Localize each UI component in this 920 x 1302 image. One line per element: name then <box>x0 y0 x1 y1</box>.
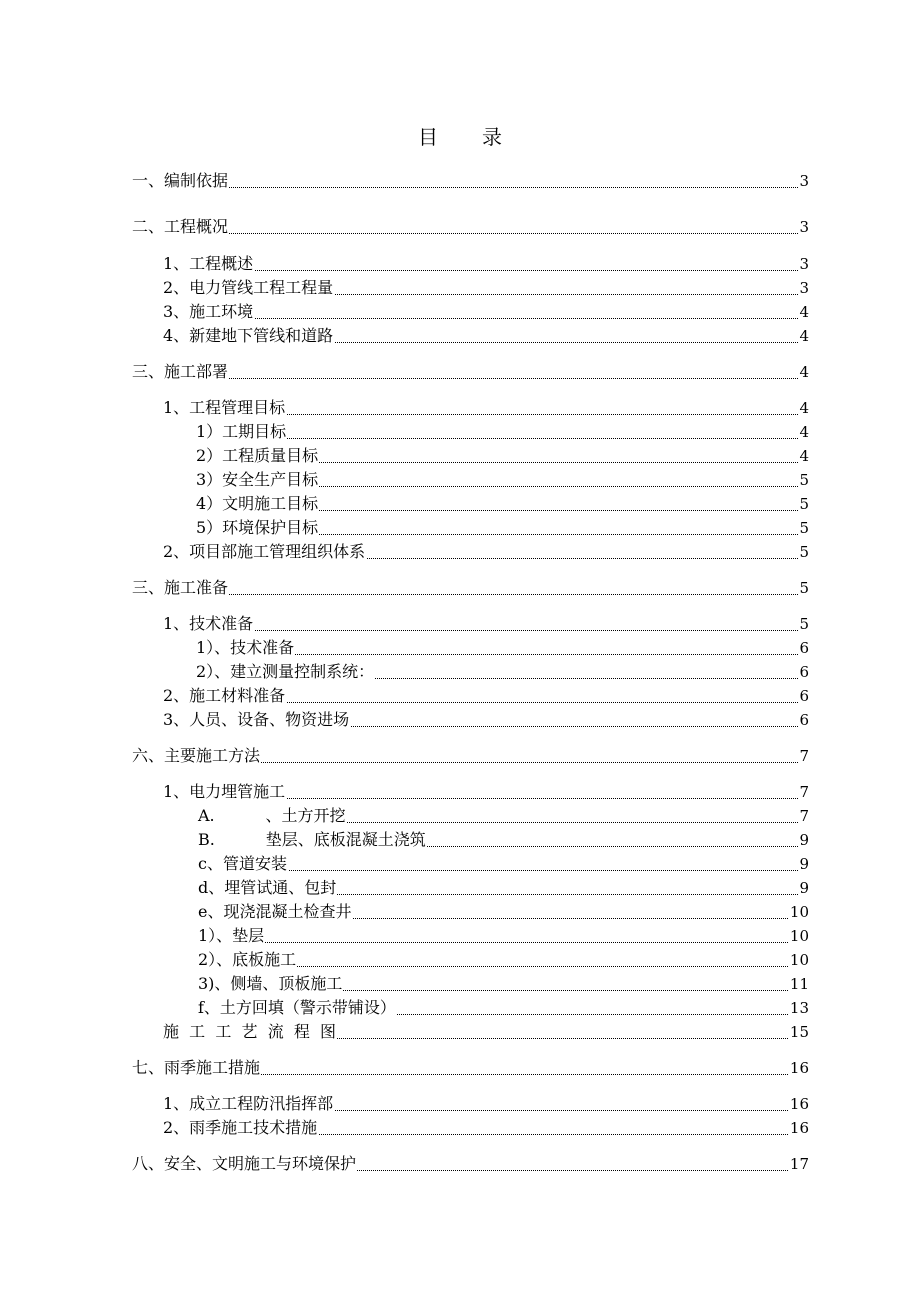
toc-entry[interactable] <box>0 805 920 827</box>
toc-entry-page: 11 <box>789 975 809 993</box>
toc-entry[interactable] <box>0 517 920 539</box>
toc-entry[interactable] <box>0 277 920 299</box>
toc-entry-page: 7 <box>799 783 809 801</box>
toc-entry-page: 4 <box>799 303 809 321</box>
toc-entry-label: 3、施工环境 <box>163 302 254 321</box>
toc-entry-label: 1、技术准备 <box>163 614 254 633</box>
toc-entry-page: 5 <box>799 471 809 489</box>
toc-entry[interactable] <box>0 745 920 767</box>
toc-entry-label: 1、电力埋管施工 <box>163 782 286 801</box>
toc-entry-label: 二、工程概况 <box>132 217 229 236</box>
toc-leader-dots <box>163 614 808 631</box>
toc-leader-dots <box>196 422 808 439</box>
toc-entry-label: 3、人员、设备、物资进场 <box>163 710 350 729</box>
toc-entry-page: 3 <box>799 279 809 297</box>
toc-entry-page: 5 <box>799 495 809 513</box>
toc-entry-page: 6 <box>799 663 809 681</box>
toc-title-right: 录 <box>482 125 502 149</box>
toc-entry-label: B. 垫层、底板混凝土浇筑 <box>198 830 426 849</box>
toc-entry-page: 15 <box>789 1023 809 1041</box>
toc-entry-label: 2）工程质量目标 <box>196 446 319 465</box>
toc-entry-page: 9 <box>799 831 809 849</box>
toc-title-left: 目 <box>418 125 438 149</box>
toc-entry[interactable] <box>0 949 920 971</box>
toc-leader-dots <box>198 926 808 943</box>
toc-entry-page: 6 <box>799 687 809 705</box>
toc-entry-label: 施 工 工 艺 流 程 图 <box>163 1022 337 1041</box>
toc-leader-dots <box>198 854 808 871</box>
toc-entry-label: 4、新建地下管线和道路 <box>163 326 334 345</box>
toc-leader-dots <box>132 578 808 595</box>
toc-entry-page: 4 <box>799 447 809 465</box>
toc-entry-page: 7 <box>799 807 809 825</box>
toc-title <box>0 121 920 150</box>
toc-entry-page: 5 <box>799 519 809 537</box>
toc-entry-page: 17 <box>789 1155 809 1173</box>
toc-entry-page: 3 <box>799 218 809 236</box>
toc-entry[interactable] <box>0 1057 920 1079</box>
toc-entry[interactable] <box>0 445 920 467</box>
toc-entry[interactable] <box>0 853 920 875</box>
toc-entry-label: 七、雨季施工措施 <box>132 1058 261 1077</box>
toc-entry[interactable] <box>0 493 920 515</box>
toc-leader-dots <box>163 302 808 319</box>
toc-entry-page: 4 <box>799 423 809 441</box>
toc-entry[interactable] <box>0 973 920 995</box>
toc-entry-label: 六、主要施工方法 <box>132 746 261 765</box>
toc-entry-label: e、现浇混凝土检查井 <box>198 902 352 921</box>
toc-entry-label: 4）文明施工目标 <box>196 494 319 513</box>
toc-entry[interactable] <box>0 661 920 683</box>
toc-entry-label: 3）安全生产目标 <box>196 470 319 489</box>
toc-entry-label: 1）、垫层 <box>198 926 265 945</box>
toc-entry[interactable] <box>0 1153 920 1175</box>
toc-entry[interactable] <box>0 829 920 851</box>
toc-entry-page: 9 <box>799 855 809 873</box>
toc-entry-label: 1）工期目标 <box>196 422 287 441</box>
toc-entry-page: 10 <box>789 927 809 945</box>
toc-entry-page: 4 <box>799 327 809 345</box>
toc-entry[interactable] <box>0 901 920 923</box>
toc-entry-label: 1、工程管理目标 <box>163 398 286 417</box>
toc-entry[interactable] <box>0 421 920 443</box>
toc-entry-page: 7 <box>799 747 809 765</box>
toc-entry-label: 三、施工部署 <box>132 362 229 381</box>
toc-entry-page: 16 <box>789 1095 809 1113</box>
toc-entry-page: 5 <box>799 579 809 597</box>
toc-entry-label: 一、编制依据 <box>132 171 229 190</box>
toc-entry-label: 1、工程概述 <box>163 254 254 273</box>
toc-entry[interactable] <box>0 709 920 731</box>
toc-entry-label: 2、施工材料准备 <box>163 686 286 705</box>
toc-entry-label: 5）环境保护目标 <box>196 518 319 537</box>
toc-entry-page: 6 <box>799 711 809 729</box>
toc-entry[interactable] <box>0 541 920 563</box>
toc-entry-label: 3)、侧墙、顶板施工 <box>198 974 343 993</box>
toc-entry-page: 10 <box>789 903 809 921</box>
toc-entry[interactable] <box>0 877 920 899</box>
toc-entry[interactable] <box>0 1021 920 1043</box>
toc-leader-dots <box>132 171 808 188</box>
toc-entry-label: 2、电力管线工程工程量 <box>163 278 334 297</box>
toc-entry[interactable] <box>0 781 920 803</box>
toc-entry-label: 三、施工准备 <box>132 578 229 597</box>
toc-entry-page: 9 <box>799 879 809 897</box>
toc-entry-page: 10 <box>789 951 809 969</box>
toc-entry[interactable] <box>0 253 920 275</box>
toc-entry[interactable] <box>0 685 920 707</box>
toc-entry-label: A. 、土方开挖 <box>198 806 346 825</box>
toc-entry-label: 1）、技术准备 <box>196 638 295 657</box>
toc-entry-label: 八、安全、文明施工与环境保护 <box>132 1154 357 1173</box>
toc-entry[interactable] <box>0 397 920 419</box>
toc-entry-page: 13 <box>789 999 809 1017</box>
toc-entry[interactable] <box>0 1117 920 1139</box>
toc-entry[interactable] <box>0 301 920 323</box>
toc-entry[interactable] <box>0 469 920 491</box>
toc-entry-label: 1、成立工程防汛指挥部 <box>163 1094 334 1113</box>
toc-entry[interactable] <box>0 613 920 635</box>
toc-entry[interactable] <box>0 1093 920 1115</box>
toc-entry-page: 6 <box>799 639 809 657</box>
toc-entry-page: 3 <box>799 172 809 190</box>
toc-entry-page: 4 <box>799 399 809 417</box>
toc-entry-page: 16 <box>789 1059 809 1077</box>
toc-entry-label: 2）、底板施工 <box>198 950 297 969</box>
toc-entry-page: 4 <box>799 363 809 381</box>
toc-entry-label: f、土方回填（警示带铺设） <box>198 998 396 1017</box>
toc-entry[interactable] <box>0 170 920 192</box>
toc-leader-dots <box>132 217 808 234</box>
toc-entry-page: 3 <box>799 255 809 273</box>
toc-leader-dots <box>132 362 808 379</box>
toc-entry-page: 5 <box>799 543 809 561</box>
toc-entry-page: 16 <box>789 1119 809 1137</box>
toc-entry[interactable] <box>0 925 920 947</box>
toc-entry[interactable] <box>0 325 920 347</box>
toc-entry[interactable] <box>0 577 920 599</box>
toc-entry-page: 5 <box>799 615 809 633</box>
toc-entry[interactable] <box>0 361 920 383</box>
toc-entry-label: 2、项目部施工管理组织体系 <box>163 542 366 561</box>
toc-entry[interactable] <box>0 997 920 1019</box>
toc-entry-label: 2、雨季施工技术措施 <box>163 1118 318 1137</box>
toc-entry-label: 2）、建立测量控制系统： <box>196 662 375 681</box>
toc-entry[interactable] <box>0 216 920 238</box>
toc-entry-label: c、管道安装 <box>198 854 287 873</box>
toc-entry-label: d、埋管试通、包封 <box>198 878 337 897</box>
toc-entry[interactable] <box>0 637 920 659</box>
toc-leader-dots <box>163 254 808 271</box>
